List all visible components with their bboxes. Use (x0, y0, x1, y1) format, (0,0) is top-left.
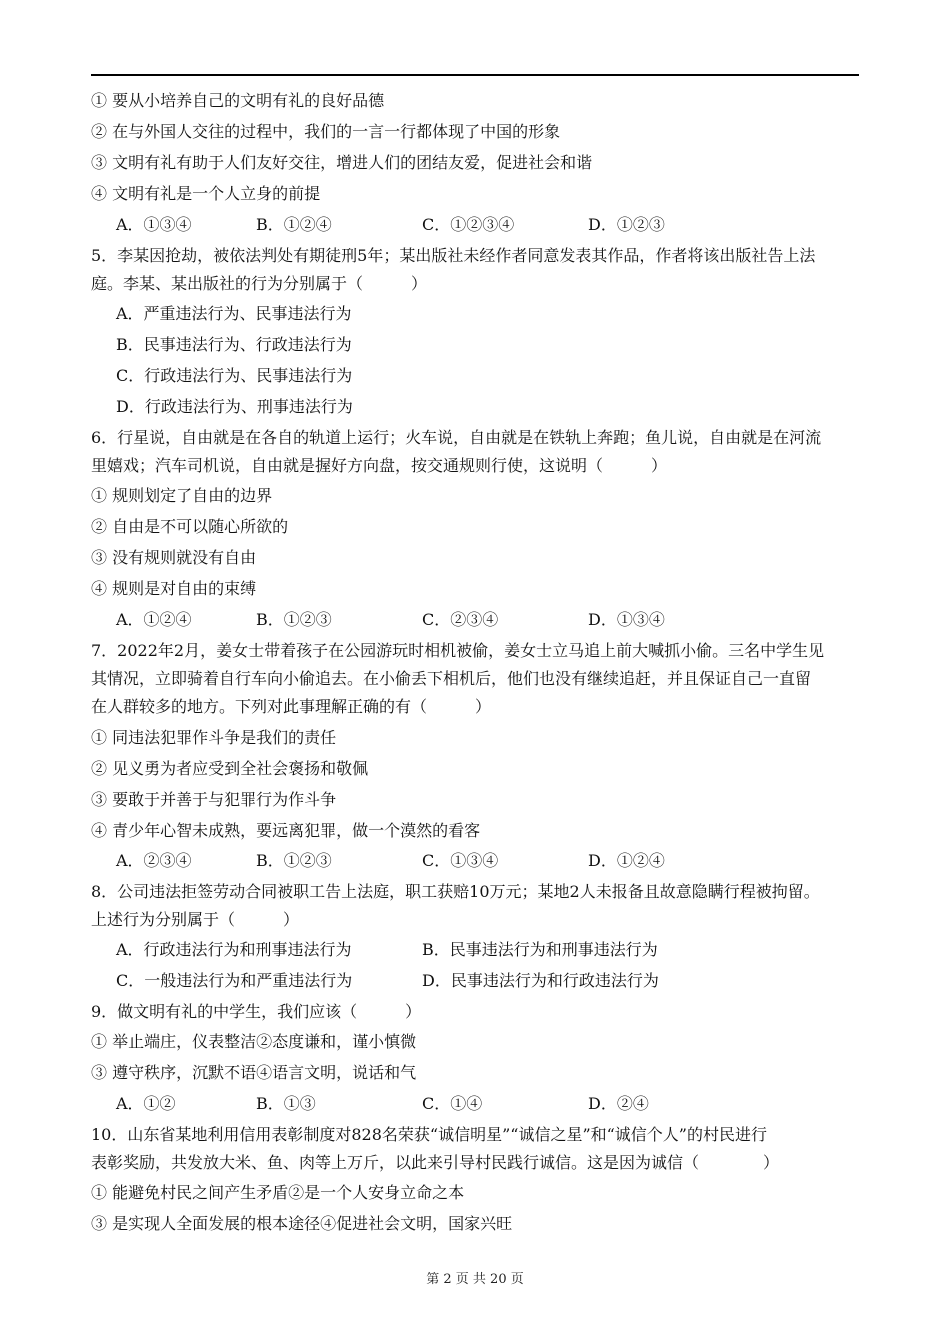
question-5-stem-line-1: 5．李某因抢劫，被依法判处有期徒刑5年；某出版社未经作者同意发表其作品，作者将该出版社告上法 (91, 246, 816, 265)
q7-statement-2: ② 见义勇为者应受到全社会褒扬和敬佩 (91, 759, 369, 778)
page-number-footer: 第 2 页 共 20 页 (426, 1272, 524, 1287)
q5-option-d: D．行政违法行为、刑事违法行为 (116, 397, 353, 416)
q5-option-b: B．民事违法行为、行政违法行为 (116, 335, 352, 354)
q8-option-d: D．民事违法行为和行政违法行为 (422, 971, 659, 990)
q7-option-d: D．①②④ (588, 851, 665, 870)
option-c: C．①②③④ (422, 215, 515, 234)
q6-statement-4: ④ 规则是对自由的束缚 (91, 579, 257, 598)
q6-statement-3: ③ 没有规则就没有自由 (91, 548, 257, 567)
q7-statement-4: ④ 青少年心智未成熟，要远离犯罪，做一个漠然的看客 (91, 821, 481, 840)
q7-option-c: C．①③④ (422, 851, 499, 870)
q9-option-d: D．②④ (588, 1094, 649, 1113)
question-6-stem-line-1: 6．行星说，自由就是在各自的轨道上运行；火车说，自由就是在铁轨上奔跑；鱼儿说，自由就是在河流 (91, 428, 822, 447)
question-8-stem-line-1: 8．公司违法拒签劳动合同被职工告上法庭，职工获赔10万元；某地2人未报备且故意隐瞒行程被拘留。 (91, 882, 820, 901)
question-10-stem-line-1: 10．山东省某地利用信用表彰制度对828名荣获“诚信明星”“诚信之星”和“诚信个人”的村民进行 (91, 1125, 767, 1144)
q6-option-d: D．①③④ (588, 610, 665, 629)
question-7-stem-line-1: 7．2022年2月，姜女士带着孩子在公园游玩时相机被偷，姜女士立马追上前大喊抓小偷。三名中学生见 (91, 641, 825, 660)
q7-option-a: A．②③④ (116, 851, 192, 870)
question-9-stem: 9．做文明有礼的中学生，我们应该（ ） (91, 1002, 422, 1021)
q7-statement-1: ① 同违法犯罪作斗争是我们的责任 (91, 728, 337, 747)
q10-statement-2: ③ 是实现人全面发展的根本途径④促进社会文明，国家兴旺 (91, 1214, 513, 1233)
q6-option-b: B．①②③ (256, 610, 332, 629)
q8-option-b: B．民事违法行为和刑事违法行为 (422, 940, 658, 959)
statement-4: ④ 文明有礼是一个人立身的前提 (91, 184, 321, 203)
question-5-stem-line-2: 庭。李某、某出版社的行为分别属于（ ） (91, 274, 428, 293)
statement-2: ② 在与外国人交往的过程中，我们的一言一行都体现了中国的形象 (91, 122, 561, 141)
header-rule (91, 74, 859, 76)
question-7-stem-line-3: 在人群较多的地方。下列对此事理解正确的有（ ） (91, 697, 492, 716)
option-d: D．①②③ (588, 215, 665, 234)
q9-statement-2: ③ 遵守秩序，沉默不语④语言文明，说话和气 (91, 1063, 417, 1082)
q6-statement-1: ① 规则划定了自由的边界 (91, 486, 273, 505)
q8-option-c: C．一般违法行为和严重违法行为 (116, 971, 353, 990)
q6-option-c: C．②③④ (422, 610, 499, 629)
q5-option-a: A．严重违法行为、民事违法行为 (116, 304, 352, 323)
q9-option-b: B．①③ (256, 1094, 316, 1113)
q10-statement-1: ① 能避免村民之间产生矛盾②是一个人安身立命之本 (91, 1183, 465, 1202)
option-b: B．①②④ (256, 215, 332, 234)
q5-option-c: C．行政违法行为、民事违法行为 (116, 366, 353, 385)
q9-option-a: A．①② (116, 1094, 176, 1113)
q9-option-c: C．①④ (422, 1094, 483, 1113)
question-6-stem-line-2: 里嬉戏；汽车司机说，自由就是握好方向盘，按交通规则行使，这说明（ ） (91, 456, 668, 475)
q7-option-b: B．①②③ (256, 851, 332, 870)
question-7-stem-line-2: 其情况，立即骑着自行车向小偷追去。在小偷丢下相机后，他们也没有继续追赶，并且保证自己一直留 (91, 669, 812, 688)
statement-1: ① 要从小培养自己的文明有礼的良好品德 (91, 91, 385, 110)
q7-statement-3: ③ 要敢于并善于与犯罪行为作斗争 (91, 790, 337, 809)
q8-option-a: A．行政违法行为和刑事违法行为 (116, 940, 352, 959)
option-a: A．①③④ (116, 215, 192, 234)
question-10-stem-line-2: 表彰奖励，共发放大米、鱼、肉等上万斤，以此来引导村民践行诚信。这是因为诚信（ ） (91, 1153, 780, 1172)
q6-option-a: A．①②④ (116, 610, 192, 629)
statement-3: ③ 文明有礼有助于人们友好交往，增进人们的团结友爱，促进社会和谐 (91, 153, 593, 172)
q6-statement-2: ② 自由是不可以随心所欲的 (91, 517, 289, 536)
q9-statement-1: ① 举止端庄，仪表整洁②态度谦和，谨小慎微 (91, 1032, 417, 1051)
question-8-stem-line-2: 上述行为分别属于（ ） (91, 910, 300, 929)
